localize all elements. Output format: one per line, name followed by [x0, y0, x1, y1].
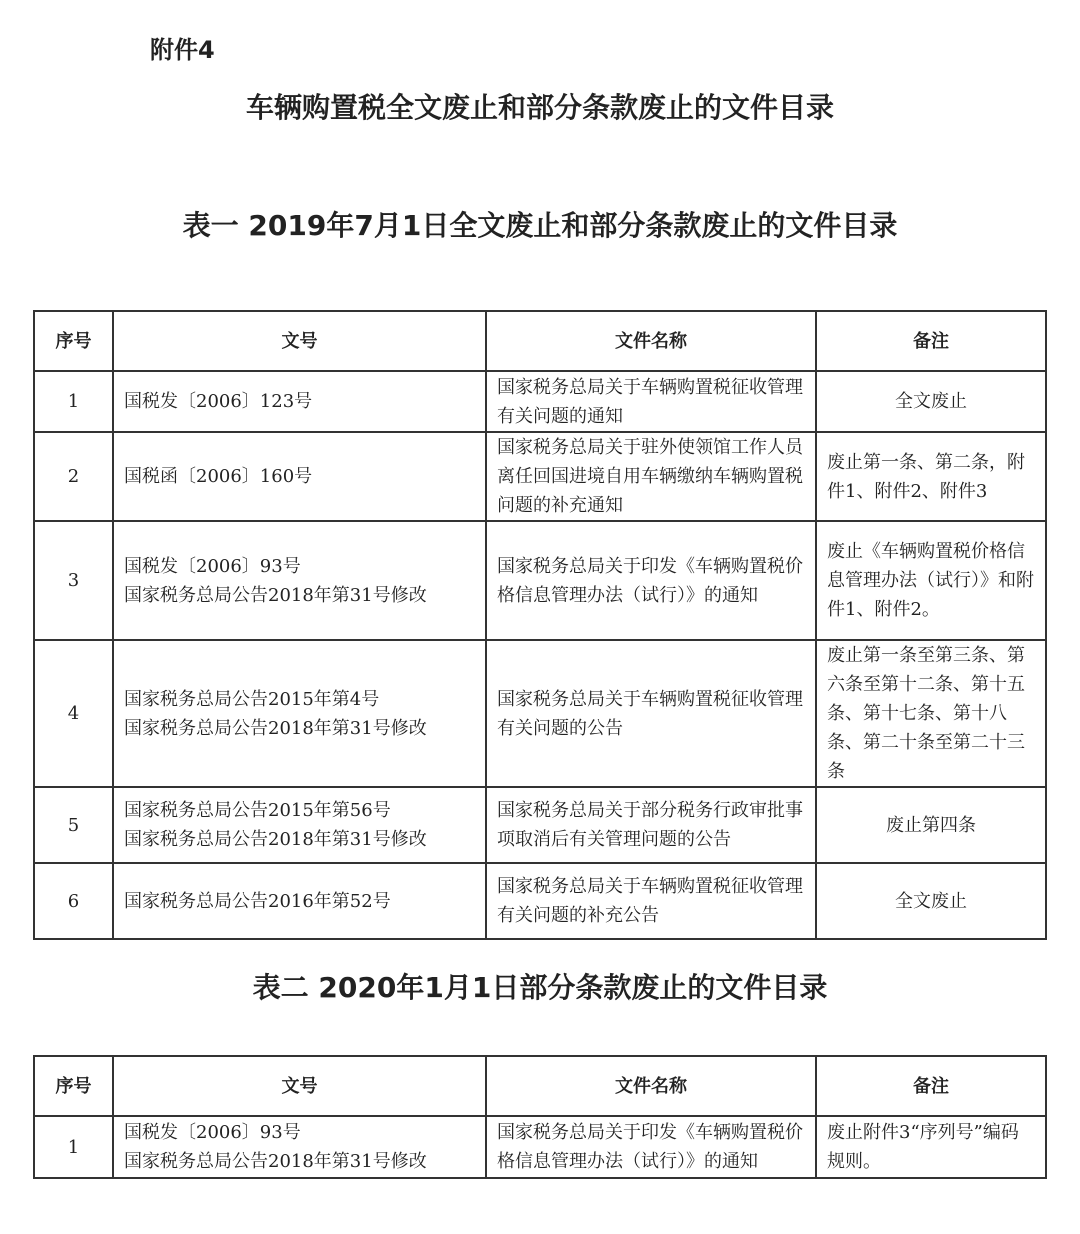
row-index: 6: [34, 863, 113, 939]
row-remark: 废止《车辆购置税价格信息管理办法（试行）》和附件1、附件2。: [816, 521, 1046, 640]
table2: [33, 1055, 1047, 1179]
row-doc-name: 国家税务总局关于印发《车辆购置税价格信息管理办法（试行）》的通知: [486, 1116, 816, 1178]
header-remark: 备注: [816, 1056, 1046, 1116]
document-title: 车辆购置税全文废止和部分条款废止的文件目录: [245, 91, 834, 124]
header-remark: 备注: [816, 311, 1046, 371]
table1-title: 表一 2019年7月1日全文废止和部分条款废止的文件目录: [182, 209, 898, 242]
table-row: [34, 1116, 1046, 1178]
row-doc-name: 国家税务总局关于驻外使领馆工作人员离任回国进境自用车辆缴纳车辆购置税问题的补充通知: [486, 432, 816, 521]
row-index: 5: [34, 787, 113, 863]
row-remark: 废止附件3“序列号”编码规则。: [816, 1116, 1046, 1178]
header-doc-name: 文件名称: [486, 1056, 816, 1116]
table-row: [34, 371, 1046, 432]
row-doc-name: 国家税务总局关于印发《车辆购置税价格信息管理办法（试行）》的通知: [486, 521, 816, 640]
header-doc-number: 文号: [113, 311, 486, 371]
row-doc-number: 国税发〔2006〕93号 国家税务总局公告2018年第31号修改: [113, 521, 486, 640]
row-remark: 全文废止: [816, 863, 1046, 939]
table-row: [34, 787, 1046, 863]
row-index: 1: [34, 1116, 113, 1178]
row-index: 1: [34, 371, 113, 432]
row-remark: 废止第一条至第三条、第六条至第十二条、第十五条、第十七条、第十八条、第二十条至第二十三条: [816, 640, 1046, 787]
row-doc-number: 国家税务总局公告2015年第4号 国家税务总局公告2018年第31号修改: [113, 640, 486, 787]
table-row: [34, 521, 1046, 640]
table-row: [34, 432, 1046, 521]
row-doc-name: 国家税务总局关于车辆购置税征收管理有关问题的公告: [486, 640, 816, 787]
attachment-label: 附件4: [150, 36, 215, 64]
row-doc-number: 国家税务总局公告2016年第52号: [113, 863, 486, 939]
table1-header-row: [34, 311, 1046, 371]
table1: [33, 310, 1047, 940]
header-doc-number: 文号: [113, 1056, 486, 1116]
row-doc-number: 国税函〔2006〕160号: [113, 432, 486, 521]
row-index: 4: [34, 640, 113, 787]
table-row: [34, 863, 1046, 939]
header-index: 序号: [34, 311, 113, 371]
row-doc-name: 国家税务总局关于车辆购置税征收管理有关问题的通知: [486, 371, 816, 432]
row-index: 3: [34, 521, 113, 640]
row-index: 2: [34, 432, 113, 521]
table2-header-row: [34, 1056, 1046, 1116]
table2-title: 表二 2020年1月1日部分条款废止的文件目录: [252, 971, 828, 1004]
row-doc-number: 国税发〔2006〕93号 国家税务总局公告2018年第31号修改: [113, 1116, 486, 1178]
row-remark: 全文废止: [816, 371, 1046, 432]
header-doc-name: 文件名称: [486, 311, 816, 371]
header-index: 序号: [34, 1056, 113, 1116]
row-doc-number: 国税发〔2006〕123号: [113, 371, 486, 432]
row-remark: 废止第四条: [816, 787, 1046, 863]
table-row: [34, 640, 1046, 787]
row-doc-name: 国家税务总局关于车辆购置税征收管理有关问题的补充公告: [486, 863, 816, 939]
row-doc-number: 国家税务总局公告2015年第56号 国家税务总局公告2018年第31号修改: [113, 787, 486, 863]
row-remark: 废止第一条、第二条，附件1、附件2、附件3: [816, 432, 1046, 521]
row-doc-name: 国家税务总局关于部分税务行政审批事项取消后有关管理问题的公告: [486, 787, 816, 863]
